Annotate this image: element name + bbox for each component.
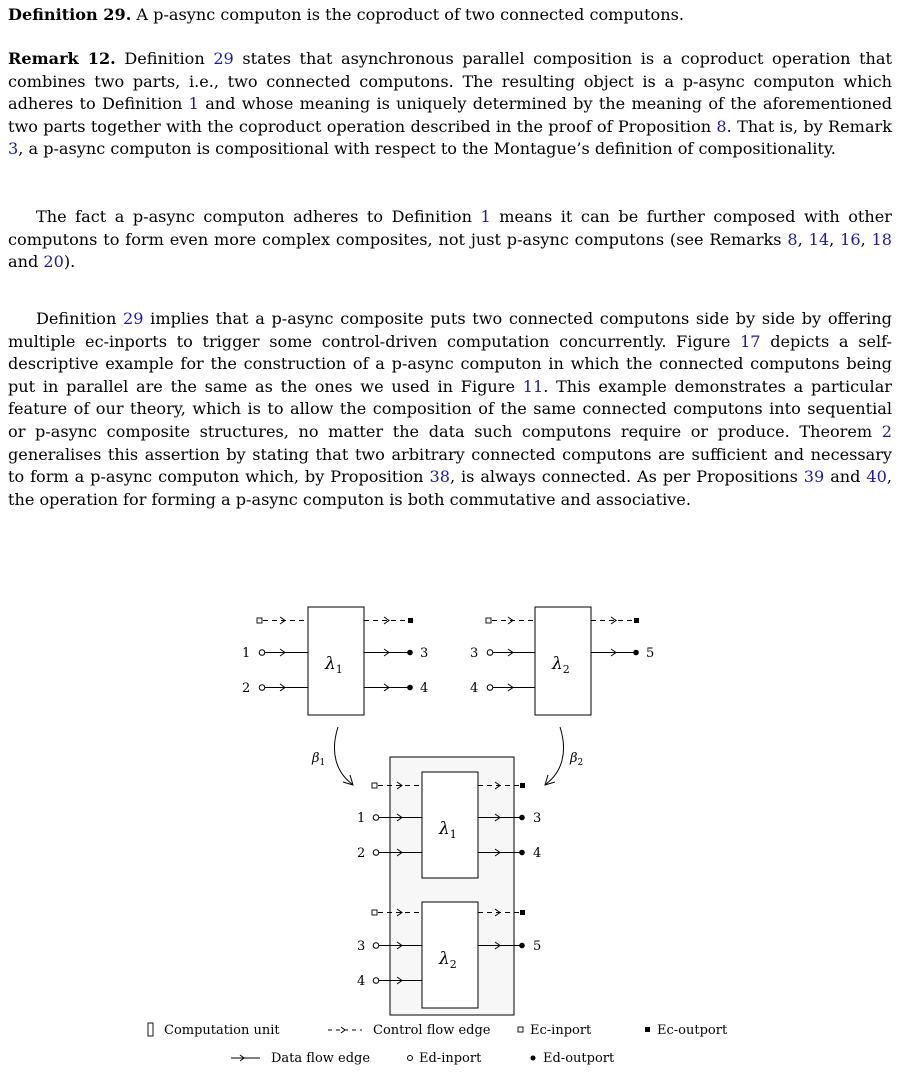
- ed-inport-legend-icon: [408, 1056, 413, 1061]
- port-label-4: 4: [420, 681, 429, 696]
- ed-inport: [487, 685, 493, 691]
- ed-inport: [373, 943, 379, 949]
- remark-text: means it can be further composed with other computons to form even more complex composites, not just p-async computons (see Remarks: [8, 207, 892, 249]
- legend-ed-outport: Ed-outport: [543, 1051, 615, 1066]
- ref-figure-17[interactable]: 17: [740, 331, 761, 351]
- ed-inport: [373, 850, 379, 856]
- ed-outport: [407, 685, 413, 691]
- ec-inport-legend-icon: [518, 1027, 523, 1032]
- ref-remark-18[interactable]: 18: [871, 229, 893, 249]
- ref-definition-29[interactable]: 29: [123, 309, 144, 328]
- remark-text: states that asynchronous parallel composition is a coproduct operation that combines two parts, i.e., two connected computons. The resulting object is a p-async computon which adheres to Definition: [8, 49, 892, 114]
- remark-text: , a p-async computon is compositional with respect to the Montague’s definition of compositionality.: [18, 139, 836, 159]
- ref-proposition-8[interactable]: 8: [716, 116, 727, 136]
- ref-proposition-40[interactable]: 40: [866, 467, 887, 487]
- ec-inport: [486, 618, 491, 623]
- port-label-2: 2: [242, 681, 251, 696]
- ref-proposition-39[interactable]: 39: [803, 467, 825, 487]
- ec-inport: [372, 783, 377, 788]
- port-label-1: 1: [242, 646, 251, 661]
- ref-definition-29[interactable]: 29: [213, 49, 234, 68]
- body-text: . This example demonstrates a particular feature of our theory, which is to allow the composition of the same connected computons into sequential or p-async composite structures, no matter the data such computons require or produce. Theorem: [8, 376, 892, 441]
- ref-proposition-38[interactable]: 38: [429, 467, 450, 487]
- remark-text: ).: [63, 252, 76, 272]
- definition-29: [8, 4, 892, 27]
- ed-outport: [633, 650, 639, 656]
- remark-text: Definition: [124, 49, 205, 68]
- ref-remark-20[interactable]: 20: [43, 252, 64, 272]
- definition-text: A p-async computon is the coproduct of two connected computons.: [136, 5, 684, 24]
- lambda1-label: $\lambda_1$: [325, 654, 343, 676]
- body-text: , the operation for forming a p-async computon is both commutative and associative.: [8, 467, 892, 509]
- port-label-4: 4: [470, 681, 479, 696]
- port-label-3: 3: [533, 811, 542, 826]
- lambda1-label: $\lambda_1$: [439, 819, 457, 841]
- ed-inport: [259, 650, 265, 656]
- ed-inport: [487, 650, 493, 656]
- body-paragraph: [8, 308, 892, 511]
- computon-lambda1-top: [242, 607, 428, 715]
- beta2-label: $\beta_2$: [570, 751, 584, 768]
- beta1-label: $\beta_1$: [312, 751, 326, 768]
- beta2-arrow: [546, 727, 564, 784]
- port-label-3: 3: [420, 646, 429, 661]
- control-arrow: [341, 1027, 345, 1033]
- figure-legend: [148, 1023, 728, 1066]
- ec-outport: [634, 618, 639, 623]
- ed-inport: [259, 685, 265, 691]
- ed-inport: [373, 815, 379, 821]
- ref-definition-1[interactable]: 1: [188, 94, 199, 114]
- ec-outport: [408, 618, 413, 623]
- ref-figure-11[interactable]: 11: [522, 376, 544, 396]
- ref-remark-16[interactable]: 16: [840, 229, 861, 249]
- legend-ec-outport: Ec-outport: [657, 1023, 728, 1038]
- body-text: Definition: [36, 309, 117, 328]
- remark-12: [8, 48, 892, 161]
- p-async-composite: [357, 757, 541, 1015]
- ref-remark-14[interactable]: 14: [808, 229, 830, 249]
- remark-text: and whose meaning is uniquely determined by the meaning of the aforementioned two parts together with the coproduct operation described in the proof of Proposition: [8, 94, 893, 136]
- beta1-arrow: [334, 727, 352, 784]
- body-text: depicts a self-descriptive example for the construction of a p-async computon in which the connected computons being put in parallel are the same as the ones we used in Figure: [8, 331, 892, 396]
- legend-ed-inport: Ed-inport: [419, 1051, 482, 1066]
- ec-outport-legend-icon: [645, 1027, 650, 1032]
- legend-computation-unit: Computation unit: [164, 1023, 280, 1038]
- ed-outport-legend-icon: [531, 1056, 536, 1061]
- computon-lambda2-top: [470, 607, 654, 715]
- ed-outport: [519, 943, 525, 949]
- ed-outport: [519, 850, 525, 856]
- ed-inport: [373, 978, 379, 984]
- computation-unit-lambda1: [422, 772, 478, 878]
- legend-control-flow-edge: Control flow edge: [373, 1023, 491, 1038]
- body-text: generalises this assertion by stating that two arbitrary connected computons are sufficient and necessary to form a p-async computon which, by Proposition: [8, 444, 892, 487]
- ed-outport: [407, 650, 413, 656]
- body-text: , is always connected. As per Propositions: [449, 467, 798, 487]
- computation-unit-lambda2: [535, 607, 591, 715]
- ref-theorem-2[interactable]: 2: [881, 421, 892, 441]
- morphism-beta2: [545, 727, 583, 785]
- p-async-computon-figure: [0, 596, 899, 1074]
- port-label-3: 3: [470, 646, 479, 661]
- lambda2-label: $\lambda_2$: [439, 949, 457, 971]
- ref-definition-1[interactable]: 1: [480, 207, 491, 226]
- port-label-5: 5: [646, 646, 655, 661]
- body-text: implies that a p-async composite puts two connected computons side by side by offering multiple ec-inports to trigger some control-driven computation concurrently. Figure: [8, 309, 892, 351]
- lambda2-label: $\lambda_2$: [552, 654, 570, 676]
- computation-unit-lambda2: [422, 902, 478, 1008]
- computation-unit-legend-icon: [148, 1023, 153, 1036]
- definition-label: Definition 29.: [8, 5, 132, 24]
- legend-data-flow-edge: Data flow edge: [271, 1051, 371, 1066]
- ref-remark-8[interactable]: 8: [787, 229, 798, 249]
- ec-outport: [520, 783, 525, 788]
- port-label-5: 5: [533, 939, 542, 954]
- remark-12-continued: The fact a p-async computon adheres to Definition 1 means it can be further composed with other computons to form even more complex composites, not just p-async computons (see Remarks 8, 14, 16, 18 and 20).: [8, 207, 893, 272]
- ec-inport: [372, 910, 377, 915]
- computation-unit-lambda1: [308, 607, 364, 715]
- remark-text: The fact a p-async computon adheres to Definition: [36, 207, 472, 226]
- port-label-2: 2: [357, 846, 366, 861]
- port-label-4: 4: [357, 974, 366, 989]
- body-text: and: [830, 467, 861, 487]
- port-label-4: 4: [533, 846, 542, 861]
- ec-outport: [520, 910, 525, 915]
- remark-label: Remark 12.: [8, 49, 116, 68]
- port-label-1: 1: [357, 811, 366, 826]
- remark-text: . That is, by Remark: [726, 116, 892, 136]
- port-label-3: 3: [357, 939, 366, 954]
- ec-inport: [257, 618, 262, 623]
- morphism-beta1: [311, 727, 353, 785]
- ref-remark-3[interactable]: 3: [8, 139, 19, 159]
- legend-ec-inport: Ec-inport: [530, 1023, 592, 1038]
- ed-outport: [519, 815, 525, 821]
- remark-text: and: [8, 252, 39, 272]
